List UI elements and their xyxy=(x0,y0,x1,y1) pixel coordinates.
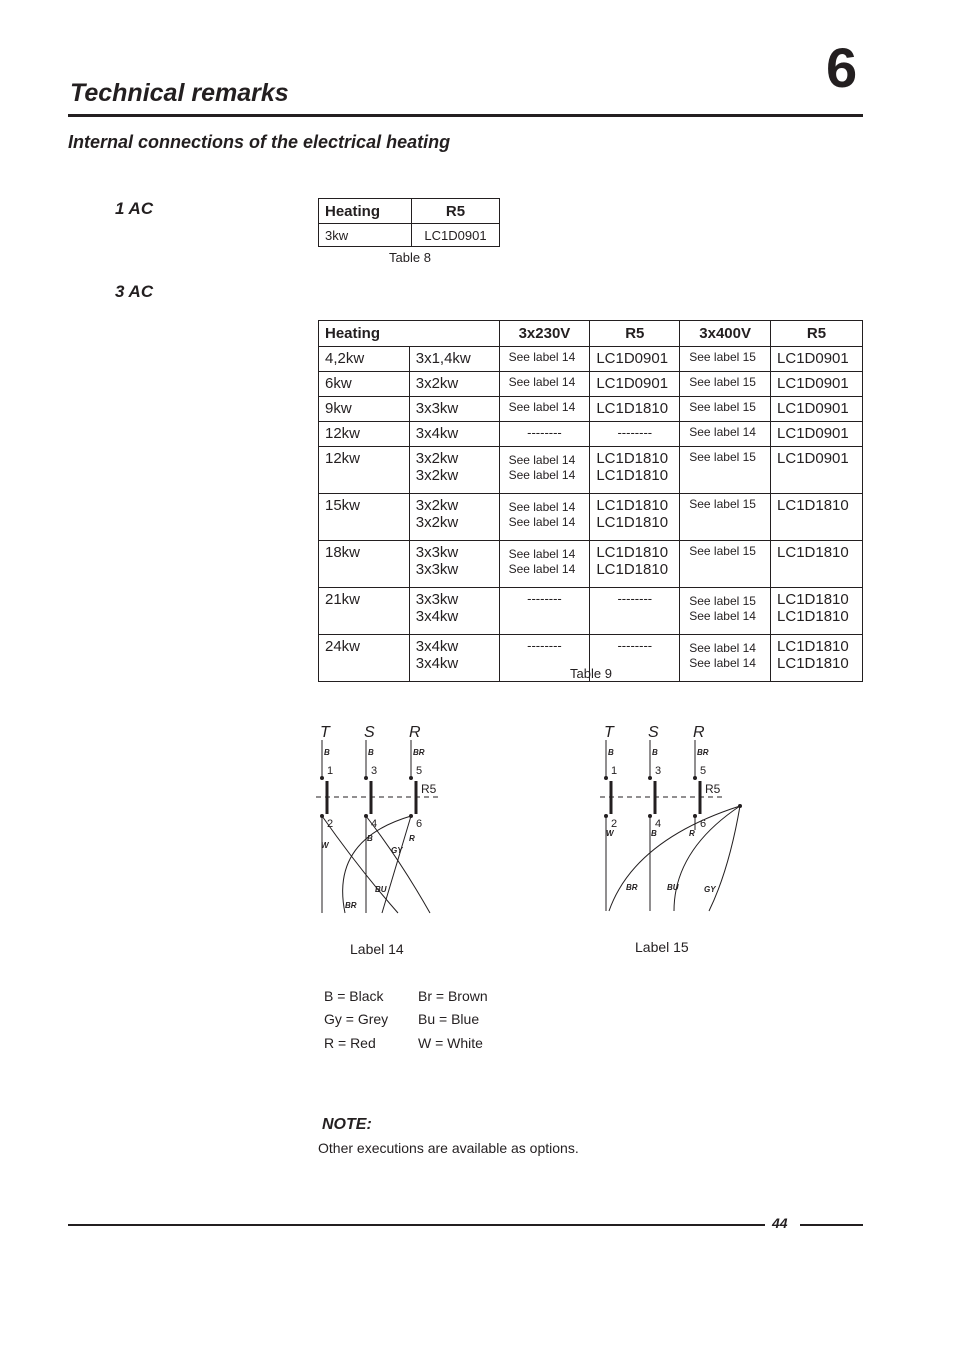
phase-label: R xyxy=(693,724,705,741)
cell-line: -------- xyxy=(617,638,653,653)
cell-line: LC1D1810 xyxy=(777,544,849,561)
cell-line: 3x4kw xyxy=(415,425,459,442)
wire-line xyxy=(709,806,740,911)
cell-line: LC1D0901 xyxy=(777,450,849,467)
wire-code: B xyxy=(608,748,614,757)
cell-line: 3x4kw xyxy=(415,638,459,655)
label-15-caption: Label 15 xyxy=(635,939,689,955)
cell-line: LC1D1810 xyxy=(777,497,849,514)
cell-line: LC1D1810 xyxy=(777,591,849,608)
cell-line: LC1D1810 xyxy=(596,544,669,561)
cell-line: 4,2kw xyxy=(325,350,365,367)
cell-line: LC1D1810 xyxy=(596,450,669,467)
cell-line: LC1D0901 xyxy=(777,350,849,367)
footer-rule xyxy=(68,1224,765,1226)
cell-line: 3x4kw xyxy=(415,608,459,625)
wire-code: B xyxy=(324,748,330,757)
wire-line xyxy=(674,806,740,911)
cell-line: LC1D1810 xyxy=(777,638,849,655)
cell-line: 3x2kw xyxy=(415,497,459,514)
wiring-diagram-label-15 xyxy=(600,724,742,911)
wire-code: BR xyxy=(697,748,709,757)
wire-code: B xyxy=(367,834,373,843)
note-heading: NOTE: xyxy=(322,1116,372,1133)
cell-line: See label 14 xyxy=(508,400,576,414)
wire-line xyxy=(366,816,430,913)
cell-line: -------- xyxy=(617,425,653,440)
terminal-number: 2 xyxy=(611,818,618,830)
page-number: 44 xyxy=(772,1215,788,1231)
cell-line: 3x3kw xyxy=(415,591,459,608)
cell-line: See label 14 xyxy=(689,641,756,655)
terminal-number: 1 xyxy=(327,765,334,777)
terminal-number: 3 xyxy=(655,765,662,777)
wire-code: B xyxy=(652,748,658,757)
wire-line xyxy=(382,816,411,913)
cell-line: 3x2kw xyxy=(415,375,459,392)
cell-line: -------- xyxy=(527,425,562,440)
terminal-dot xyxy=(604,776,608,780)
cell-line: LC1D0901 xyxy=(777,400,849,417)
note-text: Other executions are available as options. xyxy=(318,1140,579,1156)
cell-line: LC1D1810 xyxy=(596,400,669,417)
table-header: 3x400V xyxy=(680,321,771,347)
wire-code: BR xyxy=(413,748,425,757)
wire-code: R xyxy=(689,829,695,838)
cell-line: 3x3kw xyxy=(415,400,459,417)
terminal-number: 2 xyxy=(327,818,334,830)
table-header: 3x230V xyxy=(499,321,590,347)
terminal-dot xyxy=(648,776,652,780)
table-cell: 3kw xyxy=(319,224,412,247)
terminal-number: 3 xyxy=(371,765,378,777)
cell-line: 3x3kw xyxy=(415,561,459,578)
terminal-number: 5 xyxy=(700,765,707,777)
cell-line: LC1D0901 xyxy=(777,375,849,392)
cell-line: 12kw xyxy=(325,425,361,442)
heading-1ac: 1 AC xyxy=(115,199,154,218)
legend-item: Gy = Grey xyxy=(324,1011,389,1027)
terminal-dot xyxy=(364,776,368,780)
phase-label: S xyxy=(648,724,659,741)
cell-line: See label 15 xyxy=(689,400,756,414)
cell-line: See label 14 xyxy=(689,425,756,439)
wire-code: W xyxy=(321,841,329,850)
cell-line: 3x2kw xyxy=(415,450,459,467)
wire-code: BR xyxy=(626,883,638,892)
cell-line: See label 15 xyxy=(689,594,756,608)
table-9-caption: Table 9 xyxy=(570,666,612,681)
phase-label: R xyxy=(409,724,421,741)
cell-line: See label 14 xyxy=(689,609,756,623)
legend-item: W = White xyxy=(418,1035,483,1051)
terminal-number: 5 xyxy=(416,765,423,777)
contactor-label: R5 xyxy=(705,782,721,796)
cell-line: 9kw xyxy=(325,400,352,417)
wire-line xyxy=(609,806,740,911)
cell-line: LC1D1810 xyxy=(596,497,669,514)
cell-line: -------- xyxy=(527,638,562,653)
cell-line: See label 14 xyxy=(689,656,756,670)
wire-code: W xyxy=(606,829,614,838)
wire-code: GY xyxy=(391,846,403,855)
cell-line: -------- xyxy=(617,591,653,606)
phase-label: T xyxy=(320,724,330,741)
cell-line: 21kw xyxy=(325,591,361,608)
wire-code: B xyxy=(651,829,657,838)
cell-line: LC1D1810 xyxy=(596,514,669,531)
legend-item: Bu = Blue xyxy=(418,1011,480,1027)
table-cell: LC1D0901 xyxy=(412,224,500,247)
table-header: R5 xyxy=(412,199,500,224)
cell-line: LC1D1810 xyxy=(596,561,669,578)
legend-item: Br = Brown xyxy=(418,988,488,1004)
page-title: Technical remarks xyxy=(70,79,289,107)
cell-line: See label 15 xyxy=(689,497,756,511)
cell-line: See label 14 xyxy=(508,562,576,576)
terminal-number: 6 xyxy=(416,818,423,830)
phase-label: T xyxy=(604,724,614,741)
wire-code: B xyxy=(368,748,374,757)
terminal-number: 1 xyxy=(611,765,618,777)
terminal-number: 4 xyxy=(371,818,378,830)
cell-line: See label 14 xyxy=(508,500,576,514)
cell-line: 6kw xyxy=(325,375,352,392)
cell-line: 24kw xyxy=(325,638,361,655)
cell-line: 18kw xyxy=(325,544,361,561)
cell-line: See label 15 xyxy=(689,375,756,389)
cell-line: 3x4kw xyxy=(415,655,459,672)
label-14-caption: Label 14 xyxy=(350,941,404,957)
wire-code: GY xyxy=(704,885,716,894)
phase-label: S xyxy=(364,724,375,741)
contactor-label: R5 xyxy=(421,782,437,796)
cell-line: LC1D0901 xyxy=(777,425,849,442)
cell-line: 15kw xyxy=(325,497,361,514)
terminal-dot xyxy=(320,776,324,780)
cell-line: See label 14 xyxy=(508,547,576,561)
terminal-number: 4 xyxy=(655,818,662,830)
wiring-diagram-label-14 xyxy=(316,724,440,913)
wire-code: R xyxy=(409,834,415,843)
cell-line: 3x2kw xyxy=(415,467,459,484)
cell-line: 3x1,4kw xyxy=(415,350,471,367)
terminal-number: 6 xyxy=(700,818,707,830)
cell-line: See label 14 xyxy=(508,468,576,482)
cell-line: LC1D1810 xyxy=(777,655,849,672)
terminal-dot xyxy=(409,776,413,780)
section-title: Internal connections of the electrical heating xyxy=(68,132,451,152)
wire-code: BU xyxy=(375,885,387,894)
cell-line: See label 14 xyxy=(508,375,576,389)
table-header: Heating xyxy=(319,199,412,224)
cell-line: LC1D0901 xyxy=(596,375,669,392)
legend-item: R = Red xyxy=(324,1035,376,1051)
legend-item: B = Black xyxy=(324,988,384,1004)
terminal-dot xyxy=(693,776,697,780)
cell-line: See label 14 xyxy=(508,453,576,467)
heading-3ac: 3 AC xyxy=(115,282,154,301)
cell-line: See label 15 xyxy=(689,544,756,558)
cell-line: 3x2kw xyxy=(415,514,459,531)
cell-line: See label 15 xyxy=(689,350,756,364)
cell-line: 3x3kw xyxy=(415,544,459,561)
cell-line: LC1D1810 xyxy=(596,467,669,484)
table-header: R5 xyxy=(590,321,680,347)
chapter-number: 6 xyxy=(826,36,858,99)
cell-line: 12kw xyxy=(325,450,361,467)
cell-line: LC1D0901 xyxy=(596,350,669,367)
table-header: Heating xyxy=(319,321,500,347)
cell-line: -------- xyxy=(527,591,562,606)
table-8-caption: Table 8 xyxy=(389,250,431,265)
cell-line: See label 14 xyxy=(508,350,576,364)
footer-rule xyxy=(800,1224,863,1226)
wire-code: BR xyxy=(345,901,357,910)
cell-line: LC1D1810 xyxy=(777,608,849,625)
wire-code: BU xyxy=(667,883,679,892)
cell-line: See label 14 xyxy=(508,515,576,529)
cell-line: See label 15 xyxy=(689,450,756,464)
table-header: R5 xyxy=(771,321,863,347)
